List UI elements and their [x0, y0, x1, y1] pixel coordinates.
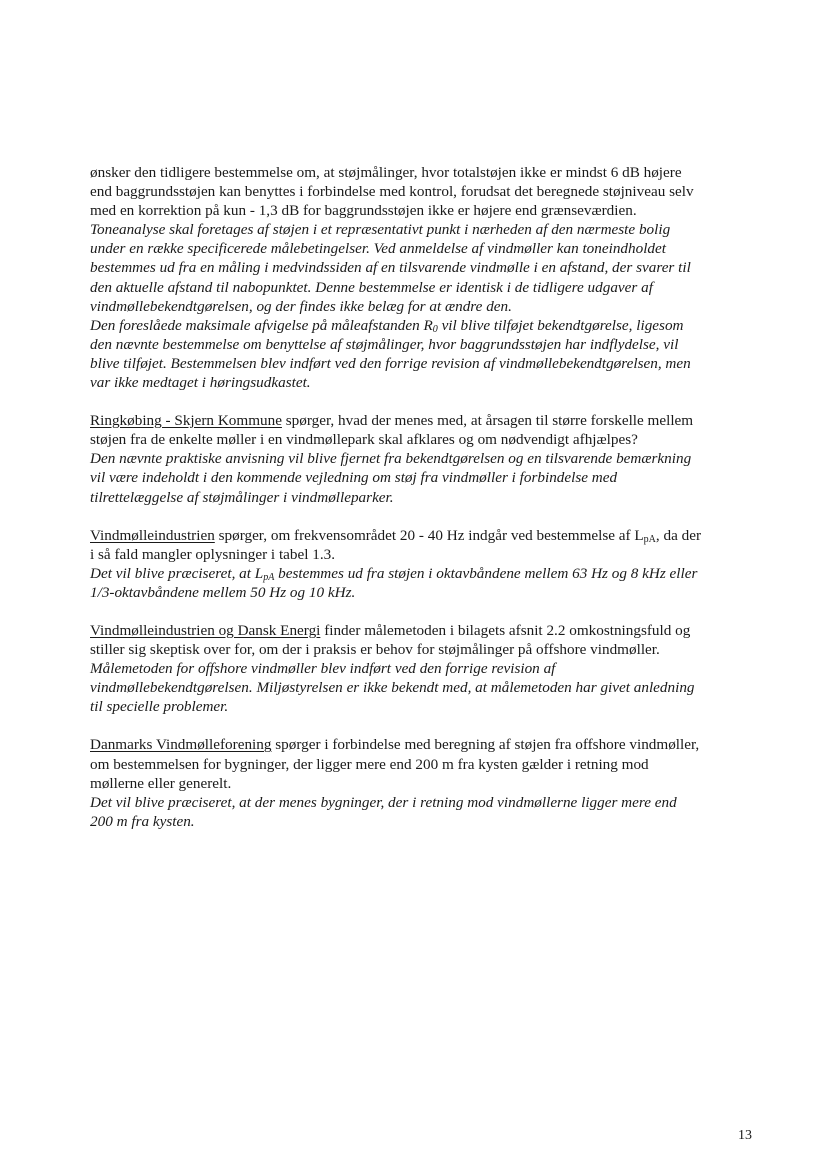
response-line: 200 m fra kysten.	[90, 812, 195, 830]
organization-name: Danmarks Vindmølleforening	[90, 736, 272, 754]
text-fragment: spørger, hvad der menes med, at årsagen til større forskelle mellem	[281, 412, 694, 430]
organization-name: Vindmølleindustrien	[90, 526, 215, 544]
text-line	[90, 621, 766, 640]
response-line: tilrettelæggelse af støjmålinger i vindmølleparker.	[90, 488, 394, 506]
text-line	[90, 526, 766, 545]
text-fragment: spørger i forbindelse med beregning af støjen fra offshore vindmøller,	[271, 736, 700, 754]
text-line: om bestemmelsen for bygninger, der ligger mere end 200 m fra kysten gælder i retning mod	[90, 755, 649, 773]
subscript: pA	[263, 571, 275, 583]
response-line: 1/3-oktavbåndene mellem 50 Hz og 10 kHz.	[90, 583, 356, 601]
response-line: vil være indeholdt i den kommende vejledning om støj fra vindmøller i forbindelse med	[90, 469, 618, 487]
response-line: under en række specificerede målebetingelser. Ved anmeldelse af vindmøller kan toneindholdet	[90, 240, 666, 258]
response-line: den aktuelle afstand til nabopunktet. Denne bestemmelse er identisk i de tidligere udgaver af	[90, 278, 653, 296]
response-line: Det vil blive præciseret, at der menes bygninger, der i retning mod vindmøllerne ligger mere end	[90, 793, 677, 811]
text-line: stiller sig skeptisk over for, om der i praksis er behov for støjmålinger på offshore vindmøller.	[90, 641, 660, 659]
response-line: Toneanalyse skal foretages af støjen i et repræsentativt punkt i nærheden af den nærmeste bolig	[90, 221, 671, 239]
response-line: den nævnte bestemmelse om benyttelse af støjmålinger, hvor baggrundsstøjen har indflydelse, vil	[90, 335, 679, 353]
text-fragment: Den foreslåede maksimale afvigelse på måleafstanden R	[90, 316, 433, 334]
paragraph-block-4	[90, 621, 766, 716]
subscript: pA	[643, 533, 656, 545]
text-fragment: Det vil blive præciseret, at L	[90, 564, 264, 582]
paragraph-block-3	[90, 526, 766, 602]
response-line: bestemmes ud fra en måling i medvindssiden af en tilsvarende vindmølle i en afstand, der svarer til	[90, 259, 691, 277]
response-line	[90, 316, 766, 335]
organization-name: Vindmølleindustrien og Dansk Energi	[90, 621, 321, 639]
text-line: i så fald mangler oplysninger i tabel 1.3.	[90, 545, 336, 563]
text-line: med en korrektion på kun - 1,3 dB for baggrundsstøjen ikke er højere end grænseværdien.	[90, 202, 637, 220]
text-line: støjen fra de enkelte møller i en vindmøllepark skal afklares og om nødvendigt afhjælpes?	[90, 431, 638, 449]
response-line: blive tilføjet. Bestemmelsen blev indført ved den forrige revision af vindmøllebekendtgørelsen, men	[90, 354, 691, 372]
paragraph-block-5	[90, 735, 766, 830]
response-line	[90, 564, 766, 583]
text-line	[90, 735, 766, 754]
text-line: end baggrundsstøjen kan benyttes i forbindelse med kontrol, forudsat det beregnede støjniveau selv	[90, 183, 694, 201]
paragraph-block-2	[90, 411, 766, 506]
text-line: møllerne eller generelt.	[90, 774, 232, 792]
response-line: vindmøllebekendtgørelsen. Miljøstyrelsen er ikke bekendt med, at målemetoden har givet anledning	[90, 679, 695, 697]
subscript: 0	[432, 323, 438, 335]
response-line: Målemetoden for offshore vindmøller blev indført ved den forrige revision af	[90, 660, 556, 678]
text-line: ønsker den tidligere bestemmelse om, at støjmålinger, hvor totalstøjen ikke er mindst 6 dB højere	[90, 164, 682, 181]
text-fragment: spørger, om frekvensområdet 20 - 40 Hz indgår ved bestemmelse af L	[214, 526, 644, 544]
paragraph-block-1	[90, 163, 766, 392]
organization-name: Ringkøbing - Skjern Kommune	[90, 412, 282, 430]
page-number: 13	[738, 1128, 752, 1143]
text-fragment: , da der	[655, 526, 702, 544]
text-fragment: vil blive tilføjet bekendtgørelse, ligesom	[437, 316, 684, 334]
document-body	[90, 163, 766, 850]
response-line: til specielle problemer.	[90, 698, 229, 716]
response-line: var ikke medtaget i høringsudkastet.	[90, 374, 311, 392]
text-fragment: finder målemetoden i bilagets afsnit 2.2 omkostningsfuld og	[320, 621, 691, 639]
text-fragment: bestemmes ud fra støjen i oktavbåndene mellem 63 Hz og 8 kHz eller	[274, 564, 698, 582]
text-line	[90, 411, 766, 430]
response-line: vindmøllebekendtgørelsen, og der findes ikke belæg for at ændre den.	[90, 297, 512, 315]
response-line: Den nævnte praktiske anvisning vil blive fjernet fra bekendtgørelsen og en tilsvarende bemærkning	[90, 450, 692, 468]
